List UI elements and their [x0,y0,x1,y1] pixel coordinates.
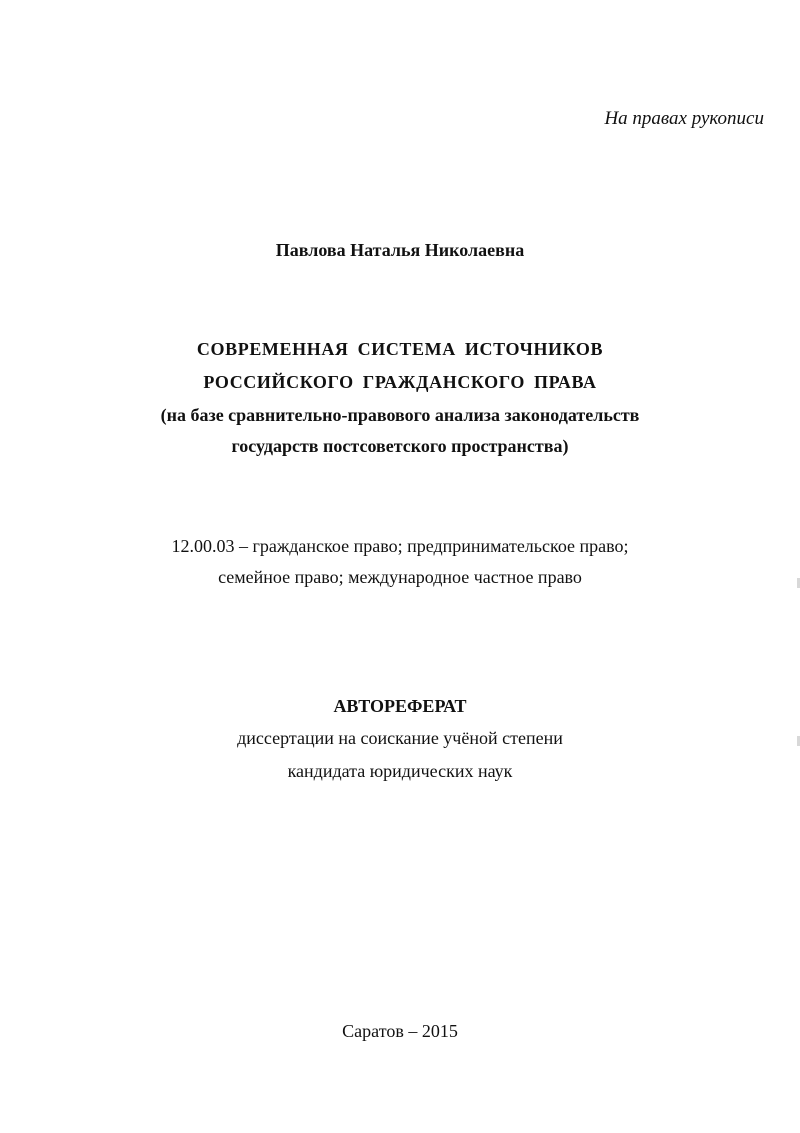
specialty-line-2: семейное право; международное частное право [218,567,582,587]
city-year: Саратов – 2015 [342,1021,458,1041]
title-line-1: СОВРЕМЕННАЯ СИСТЕМА ИСТОЧНИКОВ [196,339,604,359]
specialty-line-1: 12.00.03 – гражданское право; предпринимательское право; [171,536,629,556]
degree-line-1: диссертации на соискание учёной степени [237,728,563,748]
title-line-2: РОССИЙСКОГО ГРАЖДАНСКОГО ПРАВА [203,372,597,392]
abstract-heading: АВТОРЕФЕРАТ [333,696,467,716]
author-name: Павлова Наталья Николаевна [275,240,525,260]
subtitle-line-2: государств постсоветского пространства) [231,436,569,456]
degree-line-2: кандидата юридических наук [287,761,513,781]
manuscript-note: На правах рукописи [604,108,764,129]
subtitle-line-1: (на базе сравнительно-правового анализа законодательств [160,405,640,425]
